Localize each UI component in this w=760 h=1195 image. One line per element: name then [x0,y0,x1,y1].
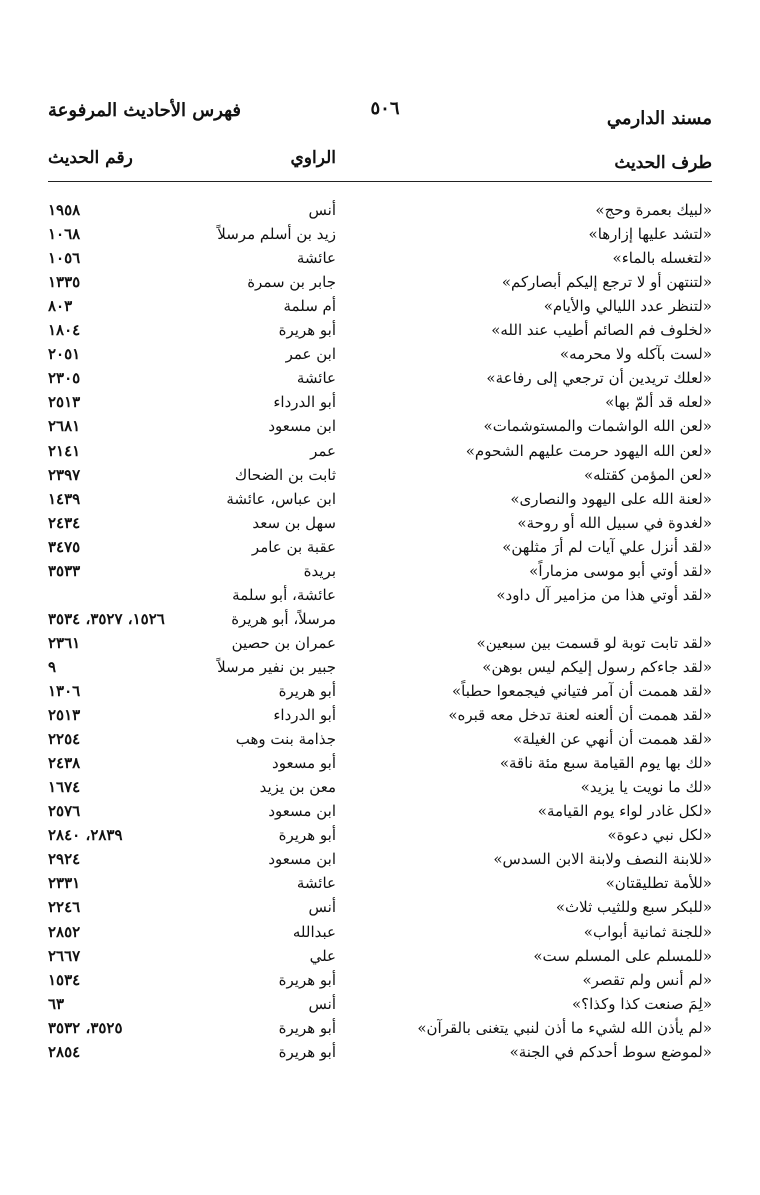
table-row [0,968,760,992]
hadith-number: ٢٥١٣ [48,706,81,725]
narrator-name: علي [309,946,336,965]
hadith-number: ٢٥٧٦ [48,802,81,821]
narrator-name: أنس [308,201,336,219]
hadith-text: «لتشد عليها إزارها» [588,225,712,244]
table-row [0,390,760,414]
table-row [0,847,760,871]
hadith-text: «لعنة الله على اليهود والنصارى» [510,489,712,508]
narrator-name: أبو هريرة [278,970,336,989]
table-row [0,751,760,775]
narrator-name: ابن عباس، عائشة [226,489,336,508]
table-row [0,1040,760,1064]
hadith-number: ٦٣ [48,994,65,1013]
hadith-number: ٢٨٥٢ [48,922,81,941]
narrator-name: أبو هريرة [278,1042,336,1061]
hadith-number: ٢٠٥١ [48,345,81,364]
narrator-name: عقبة بن عامر [251,537,336,556]
narrator-name: جبير بن نفير مرسلاً [217,657,336,676]
table-row [0,583,760,607]
narrator-name: عمران بن حصين [231,633,336,652]
hadith-text: «لِمَ صنعت كذا وكذا؟» [571,994,712,1013]
table-row [0,703,760,727]
table-row [0,294,760,318]
narrator-name: جذامة بنت وهب [235,730,336,749]
page-number: ٥٠٦ [370,98,400,119]
hadith-number: ٢٢٤٦ [48,898,81,917]
narrator-name: معن بن يزيد [259,778,336,797]
hadith-text: «للمسلم على المسلم ست» [533,946,712,965]
hadith-number: ٩ [48,657,57,676]
hadith-number: ١٠٥٦ [48,249,81,268]
table-row [0,222,760,246]
hadith-text: «للأمة تطليقتان» [605,874,712,893]
hadith-number: ٢٣٠٥ [48,369,81,388]
table-row [0,414,760,438]
narrator-name: سهل بن سعد [252,513,336,532]
narrator-name: عائشة [296,369,336,388]
table-row [0,535,760,559]
narrator-name: أبو هريرة [278,1018,336,1037]
table-row [0,342,760,366]
table-row [0,366,760,390]
table-row [0,439,760,463]
table-row [0,607,760,631]
table-row [0,198,760,222]
table-row [0,1016,760,1040]
table-row [0,487,760,511]
hadith-number: ٢٨٥٤ [48,1042,81,1061]
column-header-number: رقم الحديث [48,148,133,168]
narrator-name: أم سلمة [283,297,336,316]
table-row [0,655,760,679]
hadith-text: «لقد أوتي أبو موسى مزماراً» [529,561,712,580]
index-title: فهرس الأحاديث المرفوعة [48,100,242,121]
hadith-text: «لك ما نويت يا يزيد» [580,778,712,797]
hadith-text: «للابنة النصف ولابنة الابن السدس» [493,850,712,869]
narrator-name: أبو الدرداء [273,706,336,725]
hadith-number: ١٣٠٦ [48,682,81,700]
table-row [0,727,760,751]
narrator-name: ابن مسعود [268,417,336,436]
narrator-name: جابر بن سمرة [247,273,336,292]
hadith-number: ٢٤٣٨ [48,754,81,773]
narrator-name: عائشة [296,249,336,268]
hadith-text: «لقد هممت أن آمر فتياني فيجمعوا حطباً» [452,682,712,700]
hadith-number: ٢٣٦١ [48,633,81,652]
narrator-name: أنس [308,994,336,1013]
hadith-text: «لعله قد ألمّ بها» [605,393,712,412]
table-row [0,895,760,919]
table-row [0,463,760,487]
table-row [0,823,760,847]
table-row [0,270,760,294]
hadith-number: ٨٠٣ [48,297,73,316]
table-row [0,559,760,583]
hadith-number: ١٦٧٤ [48,778,81,797]
table-row [0,775,760,799]
hadith-text: «لقد جاءكم رسول إليكم ليس بوهن» [482,657,712,676]
table-row [0,246,760,270]
narrator-name: بريدة [303,561,336,580]
narrator-name: ابن عمر [285,345,336,364]
table-row [0,799,760,823]
table-row [0,318,760,342]
hadith-number: ٣٥٣٣ [48,561,81,580]
table-row [0,679,760,703]
hadith-text: «لعن المؤمن كقتله» [584,465,712,484]
hadith-number: ١٥٣٤ [48,970,81,989]
narrator-name: أنس [308,898,336,917]
hadith-number: ١٩٥٨ [48,201,81,219]
hadith-text: «للبكر سبع وللثيب ثلاث» [555,898,712,917]
hadith-number: ١٨٠٤ [48,321,81,340]
narrator-name: عائشة، أبو سلمة [232,585,336,604]
narrator-name: ثابت بن الضحاك [234,465,336,484]
hadith-number: ٢٦٨١ [48,417,81,436]
hadith-text: «لقد أنزل علي آيات لم أرَ مثلهن» [502,537,712,556]
hadith-text: «لبيك بعمرة وحج» [595,201,712,219]
table-row [0,871,760,895]
hadith-text: «لقد هممت أن أنهي عن الغيلة» [512,730,712,749]
hadith-text: «لتنظر عدد الليالي والأيام» [543,297,712,316]
hadith-number: ٢١٤١ [48,441,81,460]
hadith-text: «لكل غادر لواء يوم القيامة» [537,802,712,821]
hadith-text: «للجنة ثمانية أبواب» [583,922,712,941]
hadith-text: «لست بآكله ولا محرمه» [559,345,712,364]
narrator-name: أبو هريرة [278,321,336,340]
table-row [0,992,760,1016]
hadith-number: ٢٣٩٧ [48,465,81,484]
narrator-name: أبو هريرة [278,682,336,700]
hadith-text: «لكل نبي دعوة» [607,826,712,845]
hadith-number: ٣٤٧٥ [48,537,81,556]
narrator-name: أبو الدرداء [273,393,336,412]
hadith-text: «لقد هممت أن ألعنه لعنة تدخل معه قبره» [448,706,712,725]
hadith-number: ٢٢٥٤ [48,730,81,749]
narrator-name: أبو هريرة [278,826,336,845]
hadith-number: ١٥٢٦، ٣٥٢٧، ٣٥٣٤ [48,609,165,628]
book-title: مسند الدارمي [606,108,712,129]
narrator-name: عمر [310,441,336,460]
hadith-text: «لك بها يوم القيامة سبع مئة ناقة» [499,754,712,773]
hadith-text: «لخلوف فم الصائم أطيب عند الله» [491,321,712,340]
hadith-number: ٢٥١٣ [48,393,81,412]
hadith-text: «لعن الله اليهود حرمت عليهم الشحوم» [465,441,712,460]
hadith-text: «لم يأذن الله لشيء ما أذن لنبي يتغنى بالقرآن» [417,1018,712,1037]
hadith-number: ٢٨٣٩، ٢٨٤٠ [48,826,123,845]
hadith-number: ٢٦٦٧ [48,946,81,965]
table-row [0,631,760,655]
hadith-number: ١٣٣٥ [48,273,81,292]
narrator-name: عائشة [296,874,336,893]
hadith-number: ٣٥٢٥، ٣٥٣٢ [48,1018,123,1037]
hadith-text: «لقد أوتي هذا من مزامير آل داود» [496,585,712,604]
hadith-number: ١٠٦٨ [48,225,81,244]
hadith-number: ١٤٣٩ [48,489,81,508]
table-row [0,944,760,968]
hadith-text: «لعن الله الواشمات والمستوشمات» [483,417,712,436]
table-row [0,511,760,535]
hadith-text: «لعلك تريدين أن ترجعي إلى رفاعة» [486,369,712,388]
hadith-number: ٢٣٣١ [48,874,81,893]
hadith-text: «لم أنس ولم تقصر» [582,970,712,989]
narrator-name: ابن مسعود [268,850,336,869]
narrator-name: عبدالله [292,922,336,941]
header-rule [48,181,712,182]
column-header-hadith: طرف الحديث [614,153,712,173]
narrator-name: أبو مسعود [272,754,336,773]
table-row [0,920,760,944]
column-header-narrator: الراوي [290,148,336,168]
narrator-name: زيد بن أسلم مرسلاً [217,225,336,244]
hadith-number: ٢٤٣٤ [48,513,81,532]
narrator-name: ابن مسعود [268,802,336,821]
hadith-text: «لتنتهن أو لا ترجع إليكم أبصاركم» [501,273,712,292]
hadith-text: «لغدوة في سبيل الله أو روحة» [517,513,712,532]
narrator-name: مرسلاً، أبو هريرة [231,609,336,628]
hadith-text: «لقد تابت توبة لو قسمت بين سبعين» [476,633,712,652]
hadith-text: «لموضع سوط أحدكم في الجنة» [509,1042,712,1061]
hadith-text: «لتغسله بالماء» [612,249,712,268]
hadith-number: ٢٩٢٤ [48,850,81,869]
